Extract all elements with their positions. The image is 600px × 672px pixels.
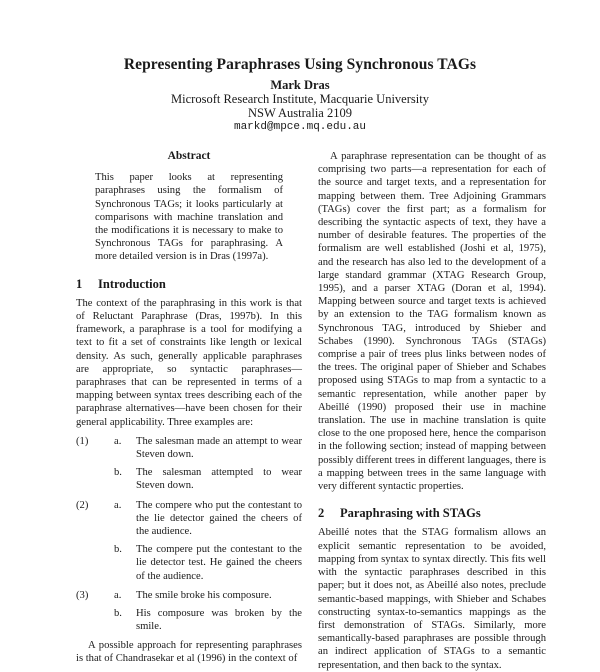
author-name: Mark Dras [270, 78, 330, 92]
example-number: (2) [76, 499, 89, 511]
example-text: The salesman attempted to wear Steven down. [136, 467, 302, 492]
abstract-heading: Abstract [167, 150, 211, 162]
section-1-title: Introduction [98, 276, 166, 291]
example-item [76, 543, 302, 583]
example-number: (1) [76, 435, 89, 447]
example-letter: a. [114, 499, 122, 511]
example-item [76, 589, 302, 602]
example-item [76, 466, 302, 492]
example-3 [76, 589, 302, 634]
example-text: The compere put the contestant to the lie detector test. He gained the cheers of the audience. [136, 544, 302, 582]
example-item [76, 607, 302, 633]
section-1-heading [76, 278, 302, 291]
intro-paragraph-1: The context of the paraphrasing in this work is that of Reluctant Paraphrase (Dras, 1997b). In this framework, a paraphrase is a tool for modifying a text to fit a set of constraints like length or lexical density. As such, generally applicable paraphrases are appropriate, so syntactic paraphrases—paraphrases that can be represented in terms of a mapping between syntax trees describing each of the paraphrase alternatives—have been chosen for their general applicability. Three examples are: [76, 297, 302, 428]
example-letter: a. [114, 435, 122, 447]
right-column [318, 150, 546, 672]
example-number: (3) [76, 589, 89, 601]
right-paragraph-1: A paraphrase representation can be thought of as comprising two parts—a representation for each of the source and target texts, and a representation for mapping between them. Tree Adjoining Grammars (TAGs) cover the first part; as a formalism for describing the syntactic aspects of text, they have a number of desirable features. The properties of the formalism are well established (Joshi et al, 1975), and the research has also led to the development of a large standard grammar (XTAG Research Group, 1995), and a parser XTAG (Doran et al, 1994). Mapping between source and target texts is achieved by an extension to the TAG formalism known as Synchronous TAG, introduced by Shieber and Schabes (1990). Synchronous TAGs (STAGs) comprise a pair of trees plus links between nodes of the trees. The original paper of Shieber and Schabes proposed using STAGs to map from a syntactic to a semantic representation, while another paper by Abeillé (1990) proposed their use in machine translation. The use in machine translation is quite close to the one proposed here, hence the comparison in the following section; instead of mapping between possibly different trees in different languages, there is a mapping between trees in the same language with very different syntactic properties. [318, 151, 546, 493]
example-text: The salesman made an attempt to wear Steven down. [136, 435, 302, 461]
example-text: The compere who put the contestant to the lie detector gained the cheers of the audience. [136, 499, 302, 538]
example-letter: b. [114, 467, 122, 479]
example-item [76, 435, 302, 461]
section-2-number: 2 [318, 506, 325, 521]
abstract-text: This paper looks at representing paraphrases using the formalism of Synchronous TAGs; it looks particularly at comparisons with machine translation and the modifications it is necessary to make to Synchronous TAGs for paraphrasing. A more detailed version is in Dras (1997a). [95, 172, 283, 263]
section-2-title: Paraphrasing with STAGs [340, 506, 481, 521]
paper-title: Representing Paraphrases Using Synchronous TAGs [123, 56, 477, 73]
section-1-number: 1 [76, 276, 83, 291]
example-letter: a. [114, 589, 122, 601]
example-text: The smile broke his composure. [136, 589, 272, 601]
example-1 [76, 435, 302, 493]
example-text: His composure was broken by the smile. [136, 608, 302, 633]
left-column [76, 150, 302, 665]
example-2 [76, 499, 302, 583]
intro-paragraph-2: A possible approach for representing paraphrases is that of Chandrasekar et al (1996) in the context of [76, 639, 302, 664]
section-2-paragraph: Abeillé notes that the STAG formalism allows an explicit semantic representation to be avoided, mapping from syntax to syntax directly. This fits well with the syntactic paraphrases described in this paper; but it does not, as Abeillé also notes, preclude semantic-based mappings, with Shieber and Schabes constructing syntax-to-semantics mappings as the first demonstration of STAGs. Similarly, more semantically-based paraphrases are possible through an indirect application of STAGs to a semantic representation, and then back to the syntax. [318, 527, 546, 671]
author-address: NSW Australia 2109 [248, 106, 352, 120]
author-email: markd@mpce.mq.edu.au [233, 121, 367, 133]
example-letter: b. [114, 544, 122, 556]
example-letter: b. [114, 608, 122, 620]
section-2-heading [318, 507, 546, 520]
example-item [76, 499, 302, 539]
author-affiliation: Microsoft Research Institute, Macquarie University [171, 92, 429, 106]
